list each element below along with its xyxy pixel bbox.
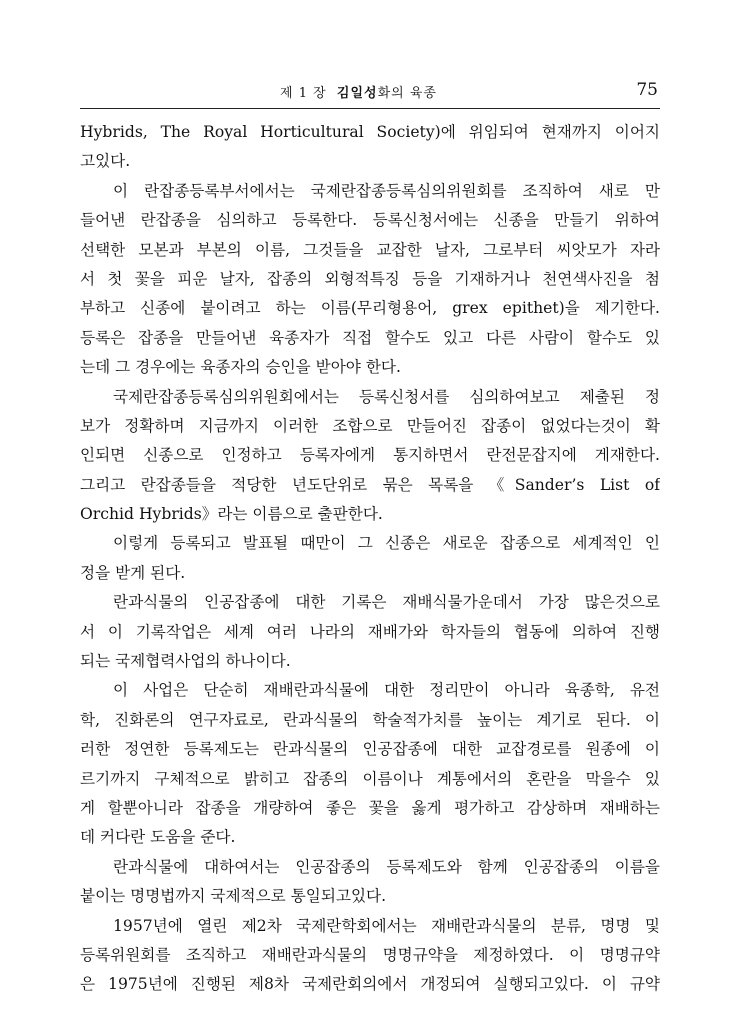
text-line: 인되면 신종으로 인정하고 등록자에게 통지하면서 란전문잡지에 게재한다. bbox=[80, 446, 660, 465]
text-line: 국제란잡종등록심의위원회에서는 등록신청서를 심의하여보고 제출된 정 bbox=[113, 387, 660, 406]
chapter-name-bold: 김일성 bbox=[336, 86, 378, 101]
text-line: 정을 받게 된다. bbox=[80, 563, 186, 582]
text-line: 1957년에 열린 제2차 국제란학회에서는 재배란과식물의 분류, 명명 및 bbox=[113, 916, 660, 935]
running-header bbox=[80, 76, 660, 104]
text-line: 이렇게 등록되고 발표될 때만이 그 신종은 새로운 잡종으로 세계적인 인 bbox=[113, 534, 660, 553]
text-line: 고있다. bbox=[80, 152, 131, 171]
text-line: 들어낸 란잡종을 심의하고 등록한다. 등록신청서에는 신종을 만들기 위하여 bbox=[80, 211, 660, 230]
text-line: 서 첫 꽃을 피운 날자, 잡종의 외형적특징 등을 기재하거나 천연색사진을 첨 bbox=[80, 269, 660, 288]
text-line: 이 란잡종등록부서에서는 국제란잡종등록심의위원회를 조직하여 새로 만 bbox=[113, 181, 660, 200]
text-line: 데 커다란 도움을 준다. bbox=[80, 828, 236, 847]
text-line: 등록위원회를 조직하고 재배란과식물의 명명규약을 제정하였다. 이 명명규약 bbox=[80, 945, 660, 964]
chapter-title bbox=[280, 82, 437, 101]
header-rule bbox=[80, 108, 660, 109]
text-line: 붙이는 명명법까지 국제적으로 통일되고있다. bbox=[80, 887, 387, 906]
text-line: 러한 정연한 등록제도는 란과식물의 인공잡종에 대한 교잡경로를 원종에 이 bbox=[80, 740, 660, 759]
text-line: 등록은 잡종을 만들어낸 육종자가 직접 할수도 있고 다른 사람이 할수도 있 bbox=[80, 328, 660, 347]
text-line: 란과식물의 인공잡종에 대한 기록은 재배식물가운데서 가장 많은것으로 bbox=[113, 593, 660, 612]
page-number: 75 bbox=[636, 80, 658, 100]
text-line: 르기까지 구체적으로 밝히고 잡종의 이름이나 계통에서의 혼란을 막을수 있 bbox=[80, 769, 660, 788]
text-line: 이 사업은 단순히 재배란과식물에 대한 정리만이 아니라 육종학, 유전 bbox=[113, 681, 660, 700]
text-line: Hybrids, The Royal Horticultural Society)에 위임되여 현재까지 이어지 bbox=[80, 123, 660, 141]
text-line: 학, 진화론의 연구자료로, 란과식물의 학술적가치를 높이는 계기로 된다. 이 bbox=[80, 710, 660, 729]
text-line: 선택한 모본과 부본의 이름, 그것들을 교잡한 날자, 그로부터 씨앗모가 자라 bbox=[80, 240, 660, 259]
chapter-suffix: 화의 육종 bbox=[377, 86, 437, 101]
text-line: 는데 그 경우에는 육종자의 승인을 받아야 한다. bbox=[80, 358, 401, 377]
text-line: 그리고 란잡종들을 적당한 년도단위로 묶은 목록을 《Sander’s List of bbox=[80, 475, 660, 494]
chapter-prefix: 제 1 장 bbox=[280, 86, 327, 101]
text-line: Orchid Hybrids》라는 이름으로 출판한다. bbox=[80, 505, 383, 524]
text-line: 게 할뿐아니라 잡종을 개량하여 좋은 꽃을 옳게 평가하고 감상하며 재배하는 bbox=[80, 798, 660, 817]
text-line: 서 이 기록작업은 세계 여러 나라의 재배가와 학자들의 협동에 의하여 진행 bbox=[80, 622, 660, 641]
text-line: 보가 정확하며 지금까지 이러한 조합으로 만들어진 잡종이 없었다는것이 확 bbox=[80, 416, 660, 435]
text-line: 부하고 신종에 붙이려고 하는 이름(무리형용어, grex epithet)을 제기한다. bbox=[80, 299, 660, 318]
body-text bbox=[80, 118, 660, 1000]
text-line: 란과식물에 대하여서는 인공잡종의 등록제도와 함께 인공잡종의 이름을 bbox=[113, 857, 660, 876]
text-line: 은 1975년에 진행된 제8차 국제란회의에서 개정되여 실행되고있다. 이 규약 bbox=[80, 975, 660, 994]
text-line: 되는 국제협력사업의 하나이다. bbox=[80, 652, 291, 671]
